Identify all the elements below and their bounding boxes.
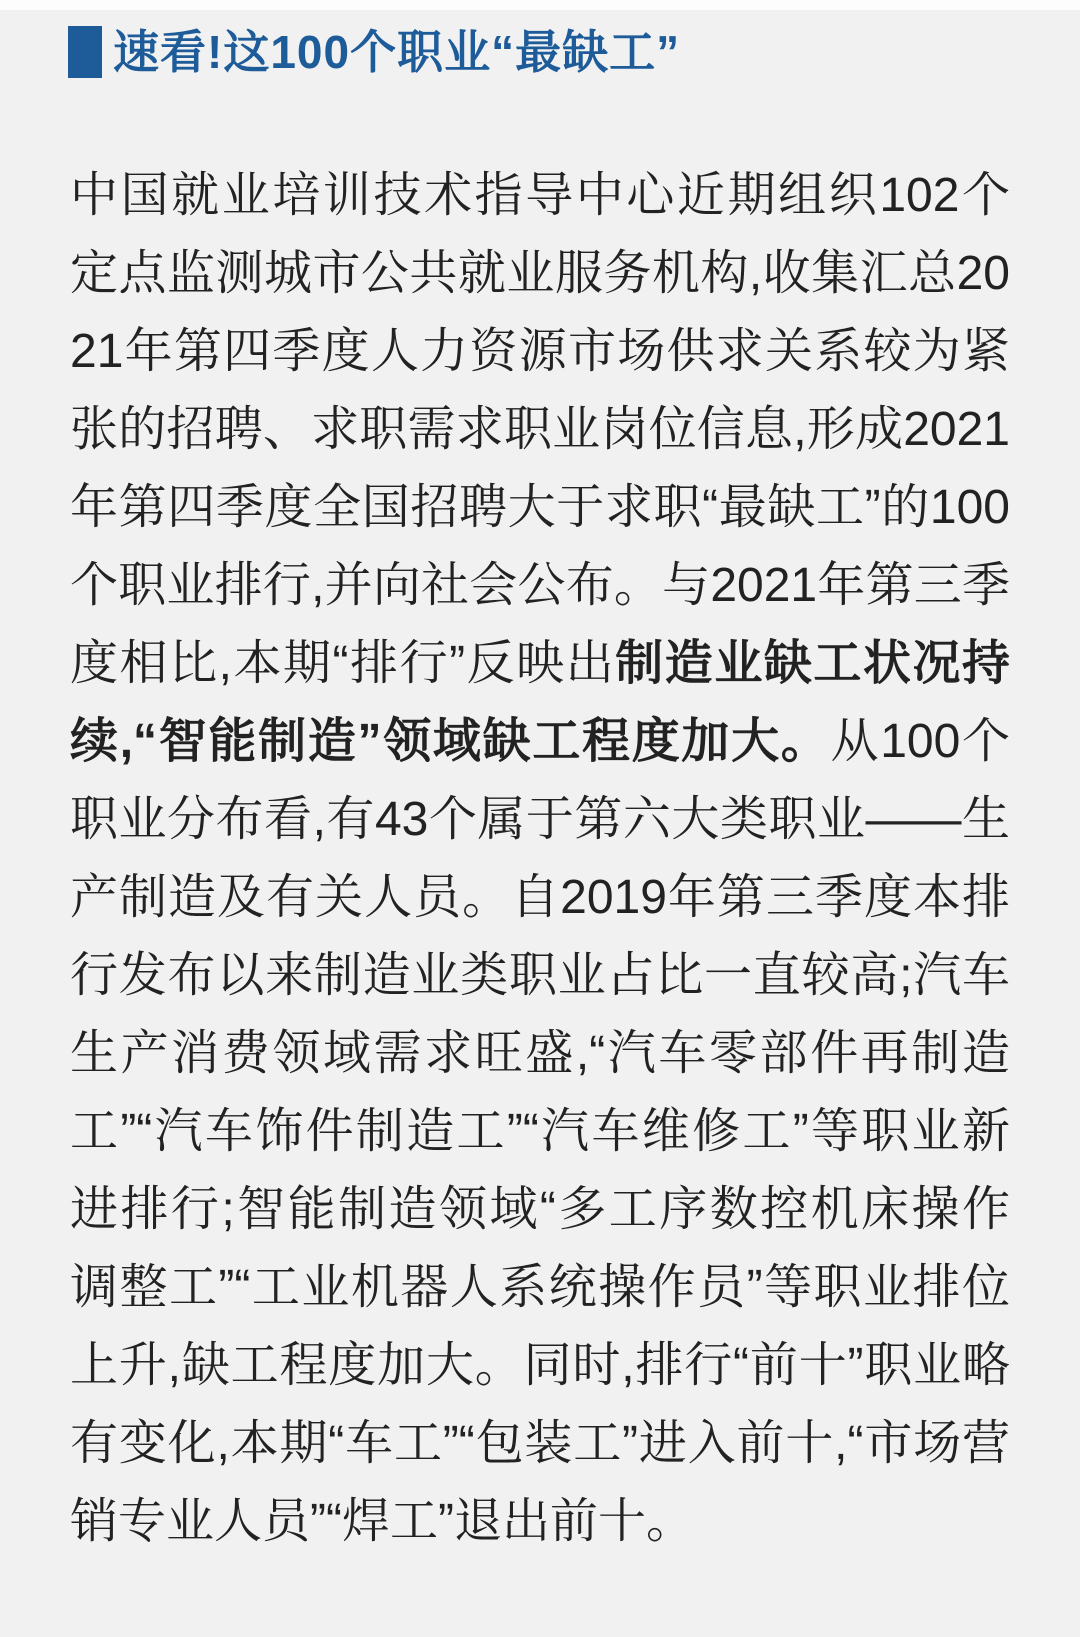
article-body [70,157,1010,1561]
page-title: 速看!这100个职业“最缺工” [113,26,681,78]
article-text-bold: 制造业缺工状况持续,“智能制造”领域缺工程度加大。 [70,637,1010,768]
article-text-lead: 中国就业培训技术指导中心近期组织102个定点监测城市公共就业服务机构,收集汇总2021年第四季度人力资源市场供求关系较为紧张的招聘、求职需求职业岗位信息,形成2021年第四季度全国招聘大于求职“最缺工”的100个职业排行,并向社会公布。与2021年第三季度相比,本期“排行”反映出 [70,169,1010,690]
section-heading [68,25,1080,79]
heading-accent-bar [68,26,102,78]
article-text-rest: 从100个职业分布看,有43个属于第六大类职业——生产制造及有关人员。自2019年第三季度本排行发布以来制造业类职业占比一直较高;汽车生产消费领域需求旺盛,“汽车零部件再制造工”“汽车饰件制造工”“汽车维修工”等职业新进排行;智能制造领域“多工序数控机床操作调整工”“工业机器人系统操作员”等职业排位上升,缺工程度加大。同时,排行“前十”职业略有变化,本期“车工”“包装工”进入前十,“市场营销专业人员”“焊工”退出前十。 [70,715,1010,1548]
top-strip [0,0,1080,10]
